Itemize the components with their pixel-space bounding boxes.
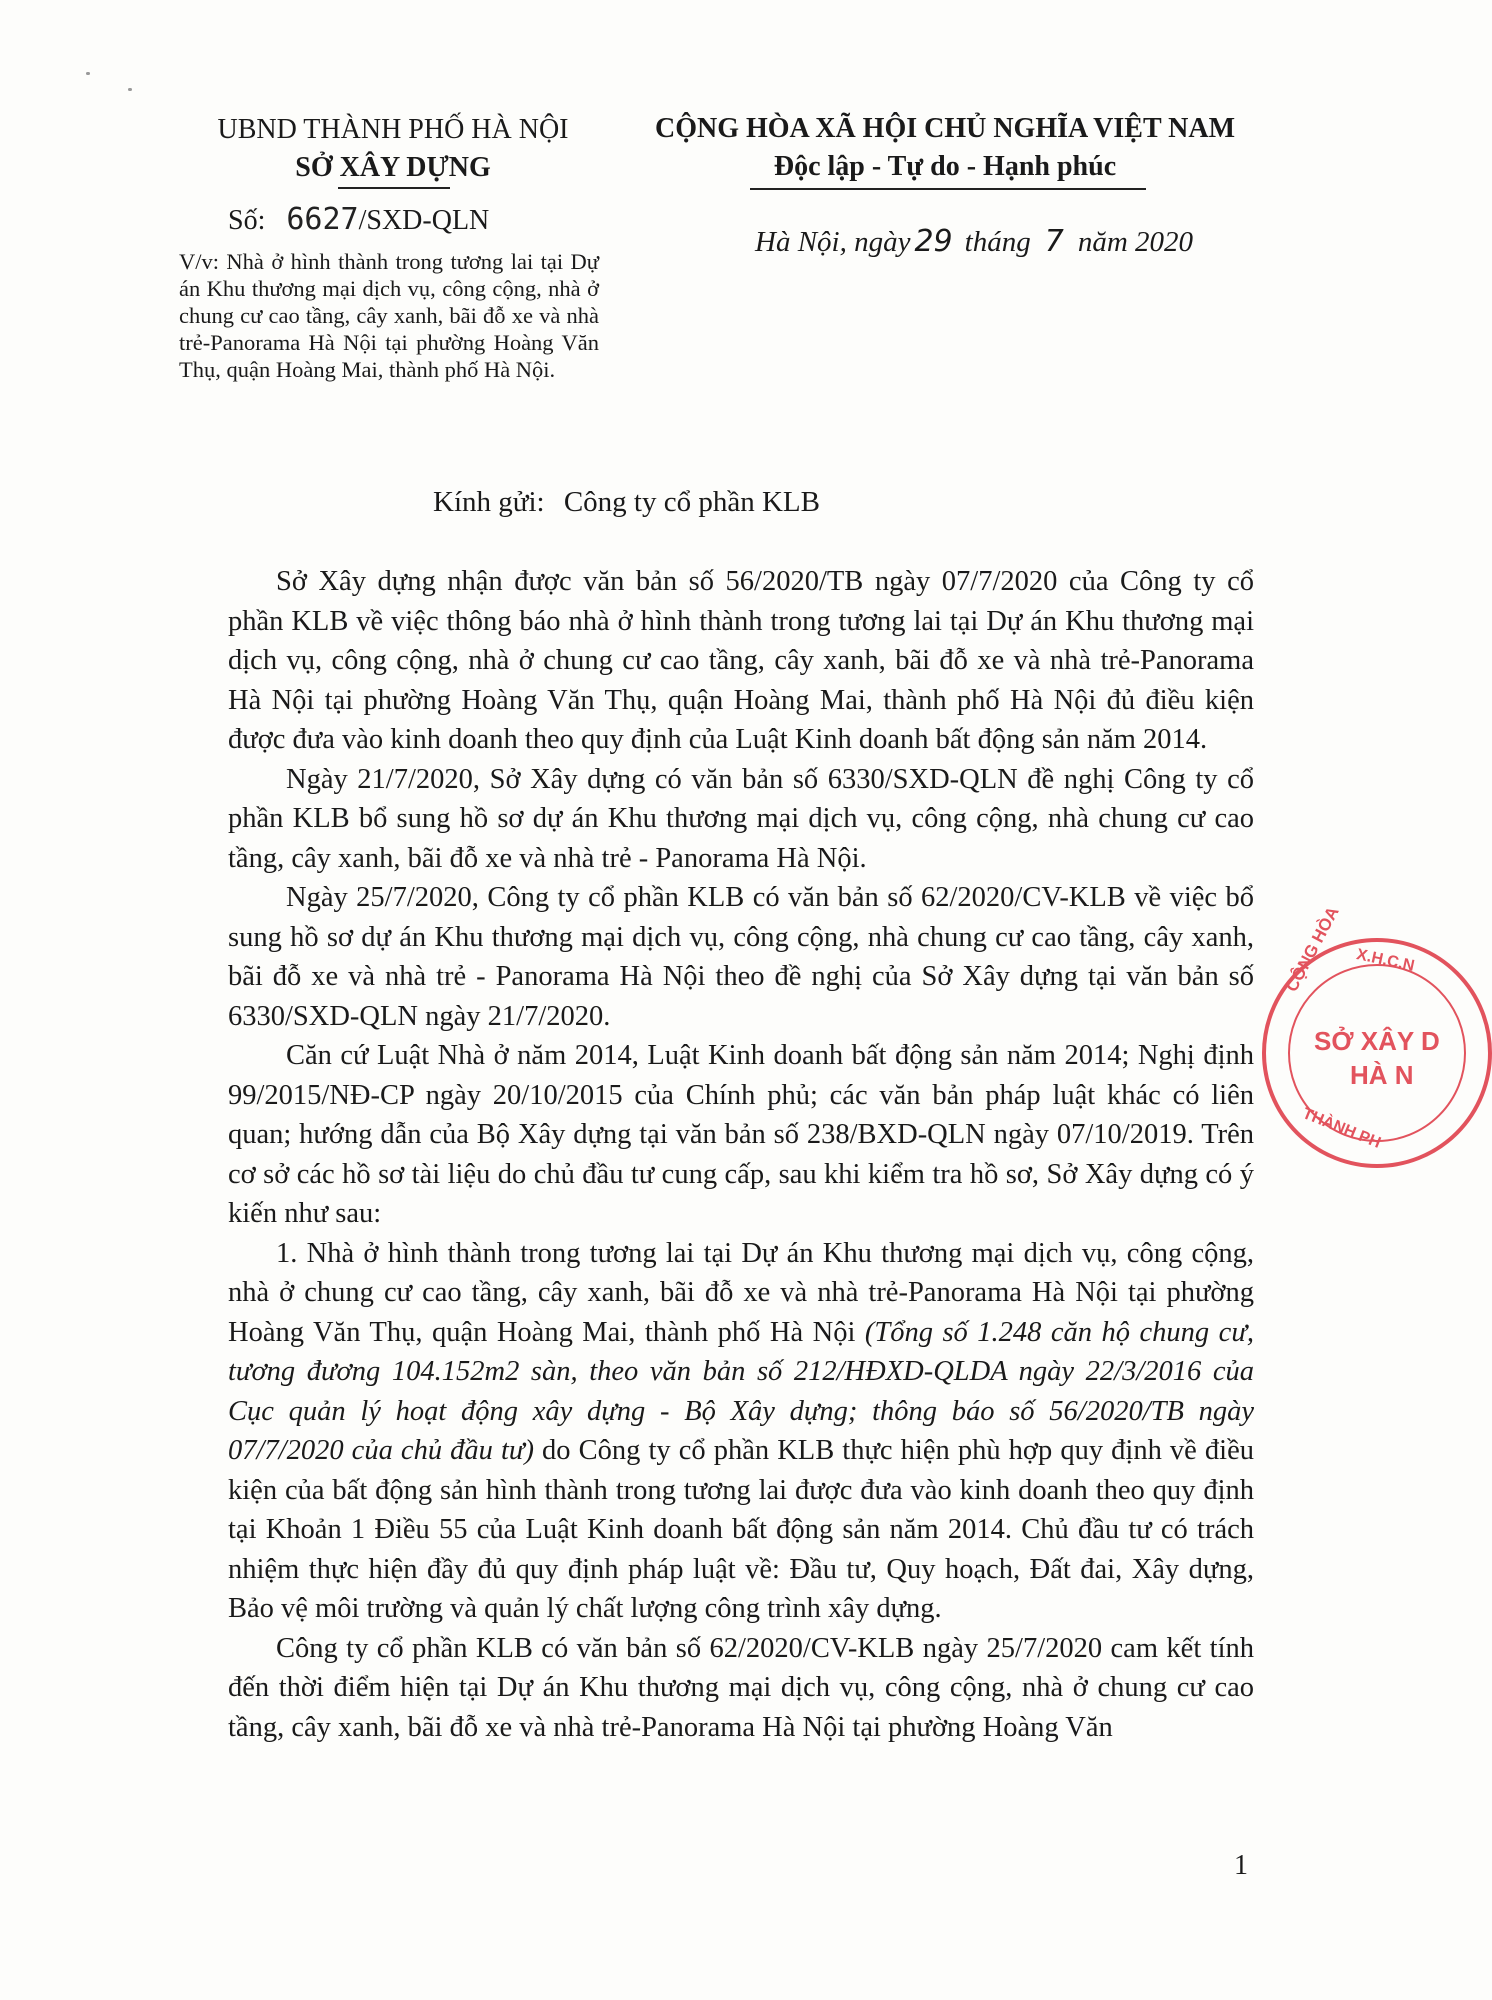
paragraph-3: Ngày 25/7/2020, Công ty cổ phần KLB có văn bản số 62/2020/CV-KLB về việc bổ sung hồ sơ dự án Khu thương mại dịch vụ, công cộng, nhà chung cư cao tầng, cây xanh, bãi đỗ xe và nhà trẻ - Panorama Hà Nội theo đề nghị của Sở Xây dựng tại văn bản số 6330/SXD-QLN ngày 21/7/2020.	[228, 882, 1254, 1032]
seal-top-arc: CỘNG HÒA	[1282, 903, 1343, 995]
scan-speck	[128, 88, 132, 91]
page-number: 1	[1234, 1850, 1248, 1881]
country-name: CỘNG HÒA XÃ HỘI CHỦ NGHĨA VIỆT NAM	[654, 113, 1236, 144]
national-motto: Độc lập - Tự do - Hạnh phúc	[773, 151, 1117, 182]
scan-speck	[86, 72, 90, 75]
department-underline	[338, 187, 450, 189]
date-year: năm 2020	[1077, 226, 1194, 258]
issuing-authority: UBND THÀNH PHỐ HÀ NỘI	[217, 114, 569, 145]
seal-bottom-arc: THÀNH PH	[1300, 1105, 1384, 1152]
issue-date	[755, 224, 1193, 260]
letter-body	[228, 562, 1254, 1747]
date-month-handwritten: 7	[1044, 224, 1064, 259]
document-number	[228, 202, 489, 239]
paragraph-2: Ngày 21/7/2020, Sở Xây dựng có văn bản số 6330/SXD-QLN đề nghị Công ty cổ phần KLB bổ sung hồ sơ dự án Khu thương mại dịch vụ, công cộng, nhà chung cư cao tầng, cây xanh, bãi đỗ xe và nhà trẻ - Panorama Hà Nội.	[228, 763, 1254, 874]
seal-center-line-2: HÀ N	[1350, 1060, 1414, 1090]
date-month-label: tháng	[964, 226, 1031, 258]
official-seal	[1262, 903, 1492, 1168]
subject-line: V/v: Nhà ở hình thành trong tương lai tại Dự án Khu thương mại dịch vụ, công cộng, nhà ở chung cư cao tầng, cây xanh, bãi đỗ xe và nhà trẻ-Panorama Hà Nội tại phường Hoàng Văn Thụ, quận Hoàng Mai, thành phố Hà Nội.	[179, 249, 599, 382]
recipient-label: Kính gửi:	[433, 486, 545, 518]
number-suffix: /SXD-QLN	[358, 205, 490, 236]
motto-underline	[750, 188, 1146, 190]
department-name: SỞ XÂY DỰNG	[295, 152, 491, 183]
paragraph-4: Căn cứ Luật Nhà ở năm 2014, Luật Kinh doanh bất động sản năm 2014; Nghị định 99/2015/NĐ-CP ngày 20/10/2015 của Chính phủ; các văn bản pháp luật khác có liên quan; hướng dẫn của Bộ Xây dựng tại văn bản số 238/BXD-QLN ngày 07/10/2019. Trên cơ sở các hồ sơ tài liệu do chủ đầu tư cung cấp, sau khi kiểm tra hồ sơ, Sở Xây dựng có ý kiến như sau:	[228, 1040, 1254, 1229]
date-place: Hà Nội, ngày	[755, 226, 911, 258]
paragraph-5-end: do Công ty cổ phần KLB thực hiện phù hợp quy định về điều kiện của bất động sản hình thành trong tương lai được đưa vào kinh doanh theo quy định tại Khoản 1 Điều 55 của Luật Kinh doanh bất động sản năm 2014. Chủ đầu tư có trách nhiệm thực hiện đầy đủ quy định pháp luật về: Đầu tư, Quy hoạch, Đất đai, Xây dựng, Bảo vệ môi trường và quản lý chất lượng công trình xây dựng.	[228, 1435, 1254, 1624]
date-day-handwritten: 29	[914, 224, 953, 259]
seal-center-line-1: SỞ XÂY D	[1314, 1026, 1440, 1056]
recipient-line	[433, 484, 820, 520]
paragraph-5	[228, 1234, 1254, 1629]
paragraph-1: Sở Xây dựng nhận được văn bản số 56/2020/TB ngày 07/7/2020 của Công ty cổ phần KLB về việc thông báo nhà ở hình thành trong tương lai tại Dự án Khu thương mại dịch vụ, công cộng, nhà ở chung cư cao tầng, cây xanh, bãi đỗ xe và nhà trẻ-Panorama Hà Nội tại phường Hoàng Văn Thụ, quận Hoàng Mai, thành phố Hà Nội đủ điều kiện được đưa vào kinh doanh theo quy định của Luật Kinh doanh bất động sản năm 2014.	[228, 566, 1254, 755]
number-handwritten: 6627	[286, 202, 359, 237]
paragraph-5-citation: (Tổng số 1.248 căn hộ chung cư, tương đương 104.152m2 sàn, theo văn bản số 212/HĐXD-QLDA ngày 22/3/2016 của Cục quản lý hoạt động xây dựng - Bộ Xây dựng; thông báo số 56/2020/TB ngày 07/7/2020 của chủ đầu tư)	[228, 1316, 1254, 1466]
number-prefix: Số:	[228, 205, 266, 236]
recipient-name: Công ty cổ phần KLB	[563, 486, 820, 518]
seal-top-right: X.H.C.N	[1354, 946, 1416, 975]
paragraph-6: Công ty cổ phần KLB có văn bản số 62/2020/CV-KLB ngày 25/7/2020 cam kết tính đến thời điểm hiện tại Dự án Khu thương mại dịch vụ, công cộng, nhà ở chung cư cao tầng, cây xanh, bãi đỗ xe và nhà trẻ-Panorama Hà Nội tại phường Hoàng Văn	[228, 1632, 1254, 1743]
paragraph-5-start: 1. Nhà ở hình thành trong tương lai tại Dự án Khu thương mại dịch vụ, công cộng, nhà ở chung cư cao tầng, cây xanh, bãi đỗ xe và nhà trẻ-Panorama Hà Nội tại phường Hoàng Văn Thụ, quận Hoàng Mai, thành phố Hà Nội	[228, 1237, 1254, 1348]
